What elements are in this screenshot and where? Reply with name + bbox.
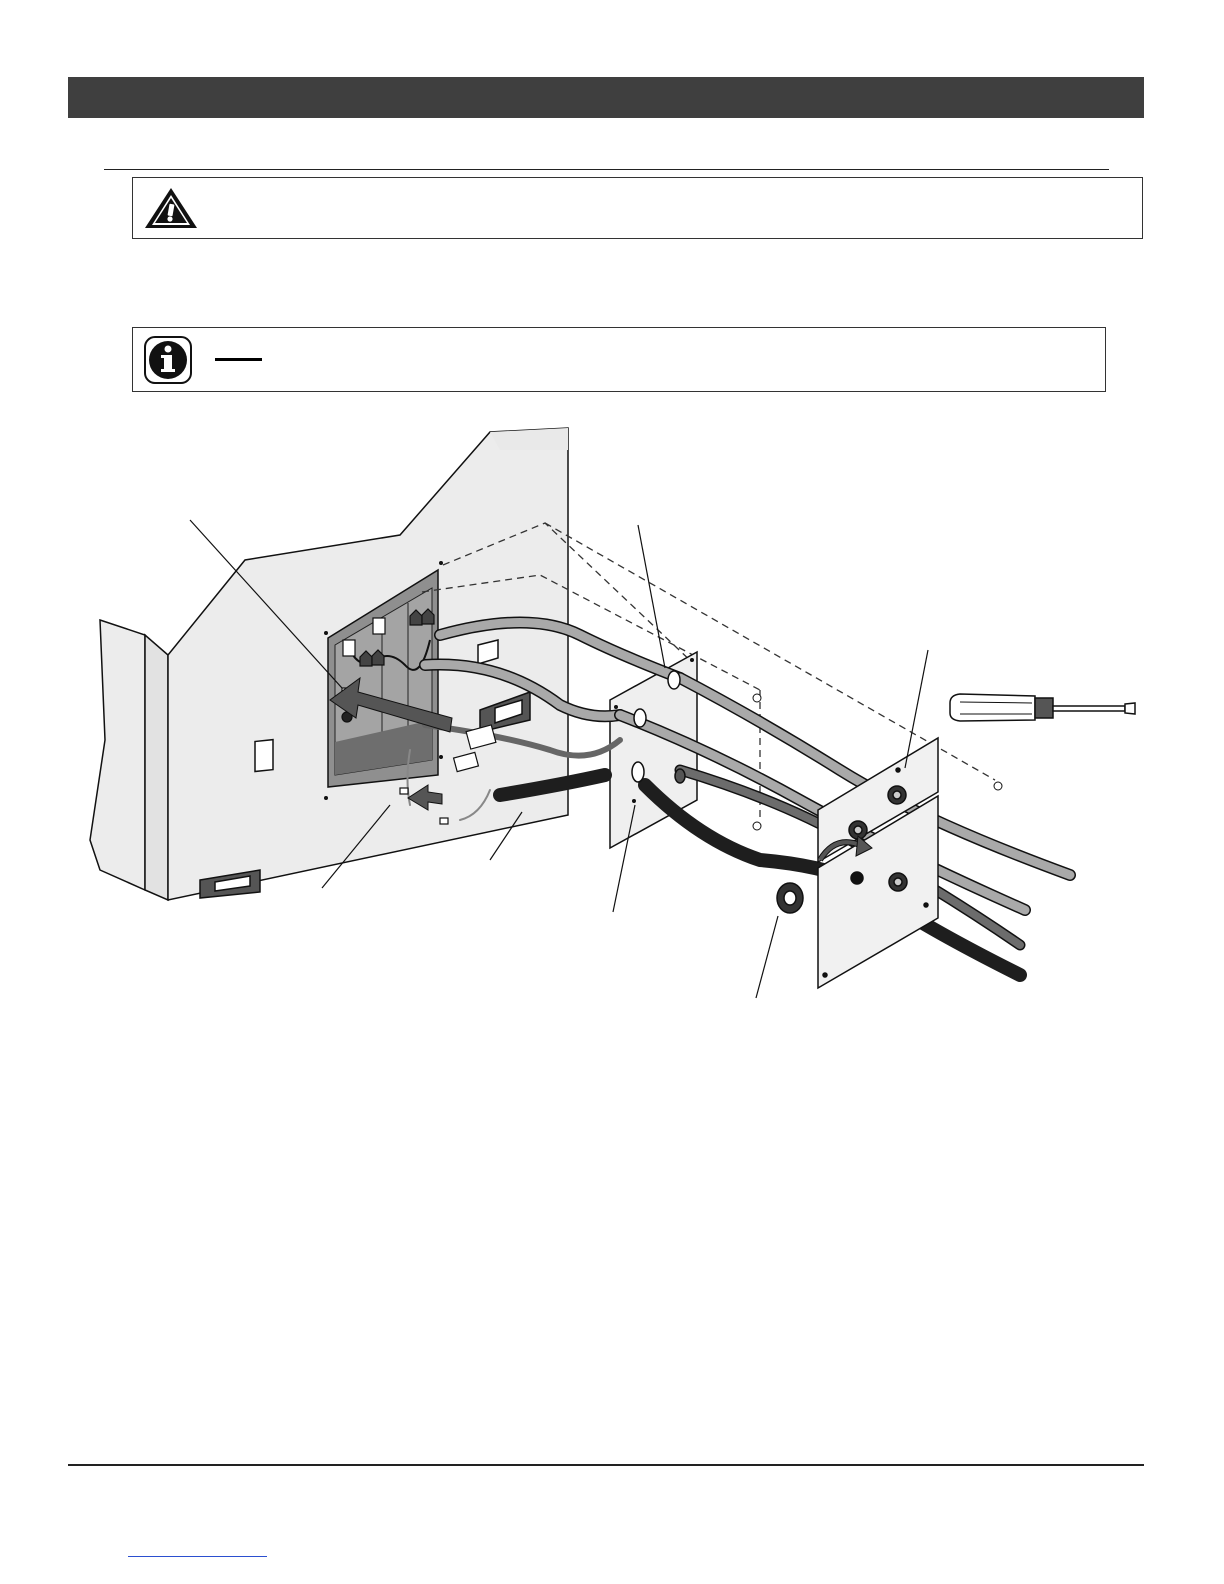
section-divider [104,169,1109,170]
installation-diagram [60,420,1170,1010]
screwdriver-icon [950,694,1135,721]
info-icon [143,335,193,390]
warning-callout [132,177,1143,239]
note-label-bar [215,358,262,361]
grommet [777,883,803,913]
cables [408,623,1071,976]
footer-link-underline[interactable] [128,1556,267,1557]
info-callout [132,327,1106,392]
header-title [68,86,82,108]
installation-diagram-svg [60,420,1170,1010]
cover-plate [818,738,938,988]
footer-divider [68,1464,1144,1466]
header-bar [68,77,1144,118]
warning-triangle-icon [143,186,199,235]
